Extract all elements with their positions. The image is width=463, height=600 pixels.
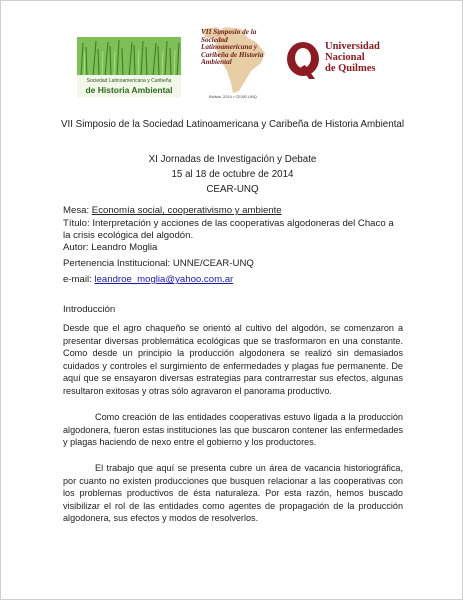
mesa-label: Mesa: bbox=[63, 205, 92, 216]
simposio-logo-text: VII Simposio de la Sociedad Latinoamericana y Caribeña de Historia Ambiental bbox=[201, 28, 264, 66]
mesa-line bbox=[63, 205, 403, 217]
titulo-value: Interpretación y acciones de las cooperativas algodoneras del Chaco a la crisis ecológica del algodón. bbox=[63, 218, 394, 241]
email-link[interactable]: leandroe_moglia@yahoo.com.ar bbox=[94, 274, 234, 285]
unq-logo-text bbox=[325, 41, 405, 74]
unq-logo-line2: Nacional bbox=[325, 52, 365, 63]
email-line bbox=[63, 274, 403, 286]
event-subtitle: XI Jornadas de Investigación y Debate bbox=[148, 154, 317, 165]
simposio-logo bbox=[195, 23, 273, 101]
solcha-logo-line1: Sociedad Latinoamericana y Caribeña bbox=[86, 78, 172, 84]
unq-q-emblem-icon bbox=[285, 41, 321, 81]
unq-logo-line1: Universidad bbox=[325, 41, 380, 52]
paragraph-3: El trabajo que aquí se presenta cubre un área de vacancia historiográfica, por cuanto no existen producciones que busquen relacionar a las cooperativas con los problemas productivos de ésta naturaleza. Por esta razón, hemos buscado visibilizar el rol de las entidades como agentes de propagación de la producción algodonera, sus efectos y modos de resolverlos. bbox=[63, 463, 403, 524]
pertenencia-line: Pertenencia Institucional: UNNE/CEAR-UNQ bbox=[63, 258, 254, 269]
autor-line: Autor: Leandro Moglia bbox=[63, 242, 158, 253]
solcha-logo-line2: de Historia Ambiental bbox=[85, 85, 173, 95]
grass-illustration bbox=[77, 37, 181, 77]
email-label: e-mail: bbox=[63, 274, 95, 285]
titulo-line bbox=[63, 218, 403, 241]
paragraph-1: Desde que el agro chaqueño se orientó al cultivo del algodón, se comenzaron a presentar diversas problemática ecológicas que se trasformaron en una constante. Como desde un principio la producción algodonera se realizó sin demasiados cuidados y controles el surgimiento de enfermedades y plagas fue permanente. De aquí que se ensayaron diversas estrategias para contrarrestar sus efectos, algunas resultaron exitosas y otras sólo agravaron el panorama productivo. bbox=[63, 323, 403, 396]
logo-strip bbox=[1, 23, 463, 103]
unq-logo-line3: de Quilmes bbox=[325, 63, 376, 74]
titulo-label: Título: bbox=[63, 218, 93, 229]
paragraph-2: Como creación de las entidades cooperativas estuvo ligada a la producción algodonera, fueron estas instituciones las que buscaron contener las enfermedades y plagas haciendo de nexo entre el gobierno y los productores. bbox=[63, 412, 403, 448]
event-organizer: CEAR-UNQ bbox=[206, 184, 259, 195]
event-title: VII Simposio de la Sociedad Latinoamericana y Caribeña de Historia Ambiental bbox=[60, 119, 405, 130]
event-dates: 15 al 18 de octubre de 2014 bbox=[171, 169, 294, 180]
solcha-logo bbox=[77, 37, 181, 97]
intro-heading: Introducción bbox=[63, 304, 116, 315]
simposio-logo-footer: Bolivia, 2014 • CEAR-UNQ bbox=[209, 94, 257, 99]
unq-logo bbox=[285, 39, 405, 87]
mesa-value: Economía social, cooperativismo y ambiente bbox=[91, 205, 282, 216]
